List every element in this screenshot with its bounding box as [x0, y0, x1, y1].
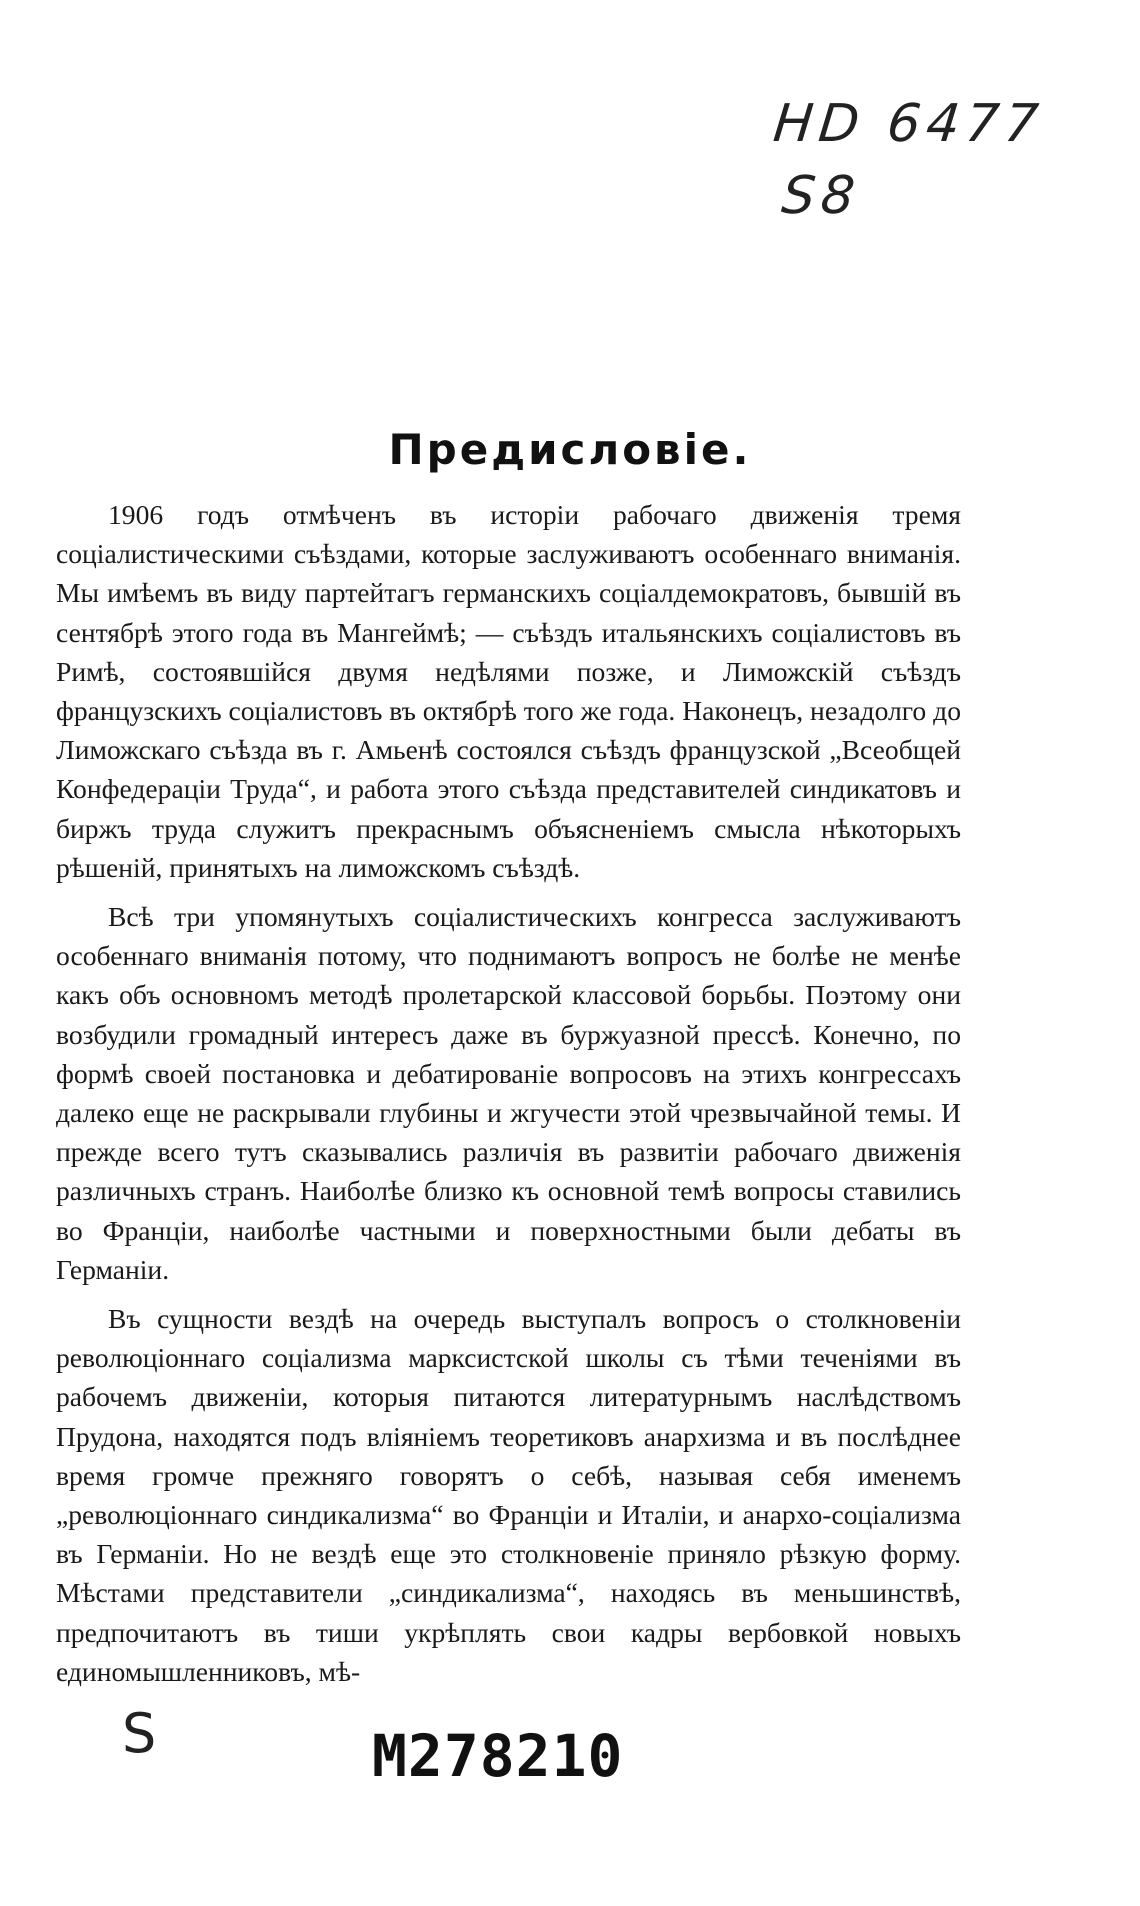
- paragraph-3: Въ сущности вездѣ на очередь выступалъ вопросъ о столкновеніи революціоннаго соціализма марксистской школы съ тѣми теченіями въ рабочемъ движеніи, которыя питаются литературнымъ наслѣдствомъ Прудона, находятся подъ вліяніемъ теоретиковъ анархизма и въ послѣднее время громче прежняго говорятъ о себѣ, называя себя именемъ „революціоннаго синдикализма“ во Франціи и Италіи, и анархо-соціализма въ Германіи. Но не вездѣ еще это столкновеніе приняло рѣзкую форму. Мѣстами представители „синдикализма“, находясь въ меньшинствѣ, предпочитаютъ въ тиши укрѣплять свои кадры вербовкой новыхъ единомышленниковъ, мѣ-: [56, 1303, 961, 1687]
- paragraph-2: Всѣ три упомянутыхъ соціалистическихъ конгресса заслуживаютъ особеннаго вниманія потому, что поднимаютъ вопросъ не болѣе не менѣе какъ объ основномъ методѣ пролетарской классовой борьбы. Поэтому они возбудили громадный интересъ даже въ буржуазной прессѣ. Конечно, по формѣ своей постановка и дебатированіе вопросовъ на этихъ конгрессахъ далеко еще не раскрывали глубины и жгучести этой чрезвычайной темы. И прежде всего тутъ сказывались различія въ развитіи рабочаго движенія различныхъ странъ. Наиболѣе близко къ основной темѣ вопросы ставились во Франціи, наиболѣе частными и поверхностными были дебаты въ Германіи.: [56, 901, 961, 1285]
- paragraph-1: 1906 годъ отмѣченъ въ исторіи рабочаго движенія тремя соціалистическими съѣздами, которые заслуживаютъ особеннаго вниманія. Мы имѣемъ въ виду партейтагъ германскихъ соціалдемократовъ, бывшій въ сентябрѣ этого года въ Мангеймѣ; — съѣздъ итальянскихъ соціалистовъ въ Римѣ, состоявшійся двумя недѣлями позже, и Лиможскій съѣздъ французскихъ соціалистовъ въ октябрѣ того же года. Наконецъ, незадолго до Лиможскаго съѣзда въ г. Амьенѣ состоялся съѣздъ французской „Всеобщей Конфедераціи Труда“, и работа этого съѣзда представителей синдикатовъ и биржъ труда служитъ прекраснымъ объясненіемъ смысла нѣкоторыхъ рѣшеній, принятыхъ на лиможскомъ съѣздѣ.: [56, 499, 961, 883]
- handwritten-shelfmark: [762, 88, 1047, 232]
- accession-stamp: M278210: [372, 1722, 624, 1790]
- body-text: [56, 495, 961, 1701]
- shelfmark-line-1: HD 6477: [770, 94, 1047, 154]
- shelfmark-line-2: S8: [779, 166, 864, 226]
- handwritten-mark: S: [122, 1702, 157, 1765]
- page-title: Предисловіе.: [388, 425, 752, 474]
